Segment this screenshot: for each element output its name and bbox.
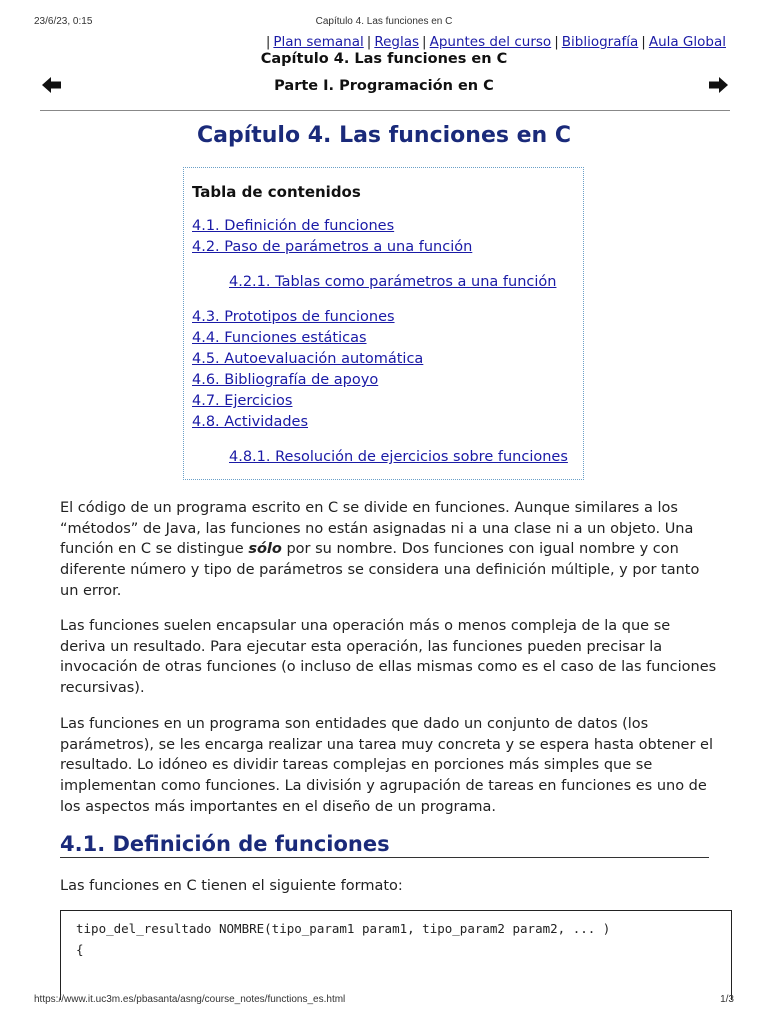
page-number: 1/3 xyxy=(720,994,734,1005)
intro-paragraph-1: El código de un programa escrito en C se divide en funciones. Aunque similares a los “métodos” de Java, las funciones no están asignadas ni a una clase ni a un objeto. Una función en C se distingue sólo por su nombre. Dos funciones con igual nombre y con diferente número y tipo de parámetros se considera una definición múltiple, y por tanto un error. xyxy=(60,500,700,599)
format-paragraph: Las funciones en C tienen el siguiente formato: xyxy=(60,878,403,894)
table-of-contents xyxy=(183,167,584,480)
toc-link-4-8[interactable]: 4.8. Actividades xyxy=(192,414,309,430)
top-nav: | Plan semanal | Reglas | Apuntes del curso | Bibliografía | Aula Global xyxy=(265,34,726,50)
toc-link-4-6[interactable]: 4.6. Bibliografía de apoyo xyxy=(192,372,379,388)
code-block xyxy=(60,910,732,1000)
toc-link-4-2-1[interactable]: 4.2.1. Tablas como parámetros a una función xyxy=(229,274,557,290)
toc-link-4-5[interactable]: 4.5. Autoevaluación automática xyxy=(192,351,424,367)
nav-link-bibliografia[interactable]: Bibliografía xyxy=(561,34,639,50)
nav-link-reglas[interactable]: Reglas xyxy=(374,34,420,50)
toc-title: Tabla de contenidos xyxy=(192,183,361,201)
print-page-title: Capítulo 4. Las funciones en C xyxy=(315,16,453,27)
part-header: Parte I. Programación en C xyxy=(274,78,494,94)
header-divider xyxy=(40,110,730,111)
code-line-2: { xyxy=(76,942,84,957)
intro-paragraph-2: Las funciones suelen encapsular una operación más o menos compleja de la que se deriva un resultado. Para ejecutar esta operación, las funciones pueden precisar la invocación de otras funciones (o incluso de ellas mismas como es el caso de las funciones recursivas). xyxy=(60,618,717,697)
section-title-4-1: 4.1. Definición de funciones xyxy=(60,832,709,858)
code-line-1: tipo_del_resultado NOMBRE(tipo_param1 param1, tipo_param2 param2, ... ) xyxy=(76,921,611,936)
print-footer xyxy=(34,994,734,1005)
toc-link-4-3[interactable]: 4.3. Prototipos de funciones xyxy=(192,309,395,325)
nav-link-apuntes[interactable]: Apuntes del curso xyxy=(429,34,552,50)
arrow-left-icon[interactable] xyxy=(42,76,62,94)
emphasis-solo: sólo xyxy=(248,541,282,558)
toc-link-4-2[interactable]: 4.2. Paso de parámetros a una función xyxy=(192,239,473,255)
toc-link-4-7[interactable]: 4.7. Ejercicios xyxy=(192,393,293,409)
intro-paragraph-3: Las funciones en un programa son entidades que dado un conjunto de datos (los parámetros), se les encarga realizar una tarea muy concreta y se espera hasta obtener el resultado. Lo idóneo es dividir tareas complejas en porciones más simples que se implementan como funciones. La división y agrupación de tareas en funciones es uno de los aspectos más importantes en el diseño de un programa. xyxy=(60,716,713,815)
toc-link-4-8-1[interactable]: 4.8.1. Resolución de ejercicios sobre funciones xyxy=(229,449,568,465)
arrow-right-icon[interactable] xyxy=(708,76,728,94)
print-url: https://www.it.uc3m.es/pbasanta/asng/course_notes/functions_es.html xyxy=(34,994,346,1005)
toc-link-4-1[interactable]: 4.1. Definición de funciones xyxy=(192,218,395,234)
nav-link-aula-global[interactable]: Aula Global xyxy=(648,34,726,50)
toc-link-4-4[interactable]: 4.4. Funciones estáticas xyxy=(192,330,367,346)
chapter-title: Capítulo 4. Las funciones en C xyxy=(196,123,572,148)
print-date: 23/6/23, 0:15 xyxy=(34,16,93,27)
chapter-header: Capítulo 4. Las funciones en C xyxy=(260,51,508,67)
nav-link-plan-semanal[interactable]: Plan semanal xyxy=(273,34,364,50)
